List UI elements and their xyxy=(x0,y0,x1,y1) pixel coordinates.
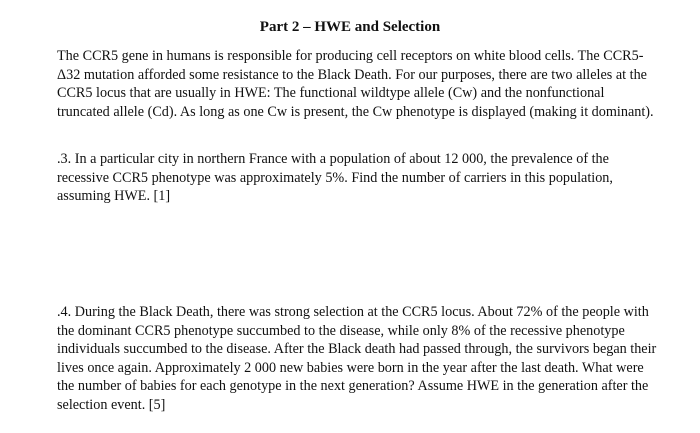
intro-paragraph: The CCR5 gene in humans is responsible for producing cell receptors on white blood cells. The CCR5-Δ32 mutation afforded some resistance to the Black Death. For our purposes, there are two alleles at the CCR5 locus that are usually in HWE: The functional wildtype allele (Cw) and the nonfunctional truncated allele (Cd). As long as one Cw is present, the Cw phenotype is displayed (making it dominant). xyxy=(57,48,654,120)
question-4: .4. During the Black Death, there was strong selection at the CCR5 locus. About 72% of the people with the dominant CCR5 phenotype succumbed to the disease, while only 8% of the recessive phenotype individuals succumbed to the disease. After the Black death had passed through, the survivors began their lives once again. Approximately 2 000 new babies were born in the year after the last death. What were the number of babies for each genotype in the next generation? Assume HWE in the generation after the selection event. [5] xyxy=(57,304,657,413)
question-3: .3. In a particular city in northern France with a population of about 12 000, the prevalence of the recessive CCR5 phenotype was approximately 5%. Find the number of carriers in this population, assuming HWE. [1] xyxy=(57,151,613,205)
page-title: Part 2 – HWE and Selection xyxy=(259,19,441,35)
